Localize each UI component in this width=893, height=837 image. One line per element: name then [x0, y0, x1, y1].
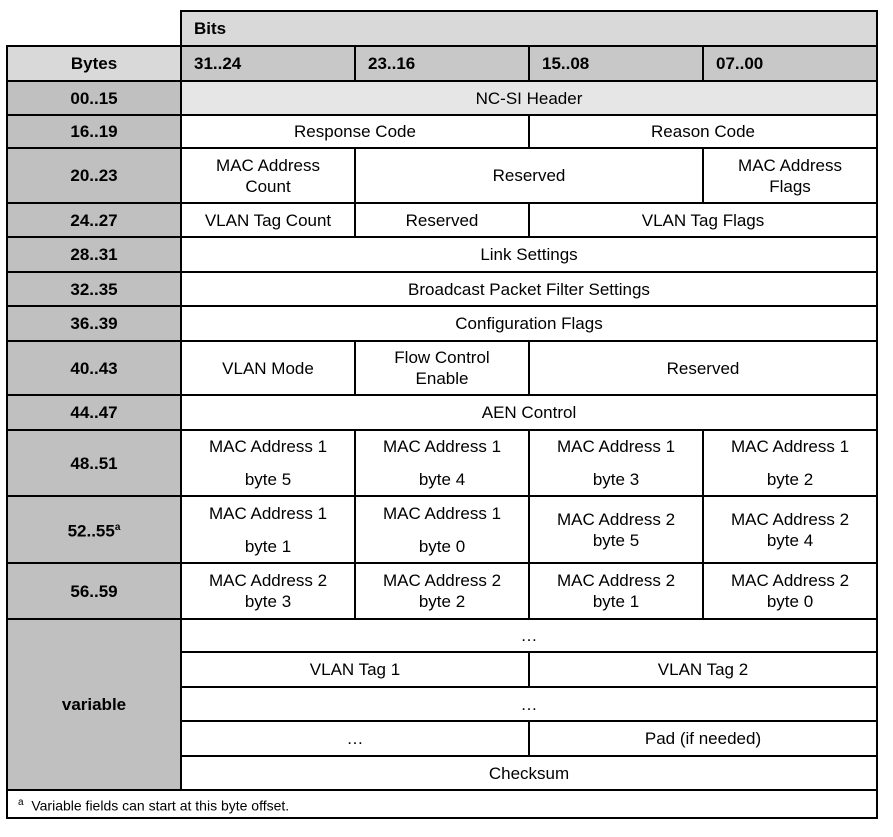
cell-line: MAC Address 1	[730, 437, 850, 456]
cell-line: MAC Address 2	[208, 571, 328, 590]
reserved-cell: Reserved	[529, 341, 877, 395]
mac-byte-cell	[181, 496, 355, 563]
cell-line: MAC Address 1	[208, 503, 328, 523]
ncsi-header-cell: NC-SI Header	[181, 81, 877, 115]
bytes-header: Bytes	[7, 46, 181, 81]
byte-offset	[7, 496, 181, 563]
cell-line: byte 5	[244, 470, 292, 489]
vlan-tag-1-cell: VLAN Tag 1	[181, 652, 529, 687]
cell-line: byte 4	[418, 470, 466, 489]
cell-line: MAC Address 2	[730, 571, 850, 590]
bit-col-15-08: 15..08	[529, 46, 703, 81]
link-settings-cell: Link Settings	[181, 237, 877, 272]
cell-line: MAC Address	[216, 155, 320, 175]
ellipsis-cell: …	[181, 687, 877, 721]
ellipsis-cell: …	[181, 721, 529, 756]
cell-line: MAC Address 1	[382, 503, 502, 523]
byte-offset: 32..35	[7, 272, 181, 306]
mac-byte-cell	[703, 496, 877, 563]
cell-line: byte 3	[244, 592, 292, 611]
bit-col-23-16: 23..16	[355, 46, 529, 81]
cell-line: MAC Address 2	[730, 509, 850, 529]
aen-control-cell: AEN Control	[181, 395, 877, 430]
configuration-flags-cell: Configuration Flags	[181, 306, 877, 341]
byte-offset: 20..23	[7, 148, 181, 203]
table	[6, 10, 878, 819]
ellipsis-cell: …	[181, 619, 877, 652]
bits-header: Bits	[181, 11, 877, 46]
mac-address-flags-cell	[703, 148, 877, 203]
vlan-tag-2-cell: VLAN Tag 2	[529, 652, 877, 687]
byte-offset: 36..39	[7, 306, 181, 341]
mac-byte-cell	[529, 563, 703, 619]
corner-cell	[7, 11, 181, 46]
vlan-tag-count-cell: VLAN Tag Count	[181, 203, 355, 237]
cell-line: byte 0	[766, 592, 814, 611]
cell-line: MAC Address 1	[556, 437, 676, 456]
mac-byte-cell	[529, 430, 703, 496]
reserved-cell: Reserved	[355, 148, 703, 203]
byte-offset-text: 52..55	[67, 521, 115, 541]
bit-col-31-24: 31..24	[181, 46, 355, 81]
cell-line: Enable	[415, 369, 469, 388]
cell-line: Count	[245, 176, 291, 196]
response-code-cell: Response Code	[181, 115, 529, 148]
bit-col-07-00: 07..00	[703, 46, 877, 81]
mac-byte-cell	[355, 430, 529, 496]
footnote-text: Variable fields can start at this byte offset.	[31, 797, 290, 814]
cell-line: byte 1	[244, 536, 292, 556]
byte-offset: 40..43	[7, 341, 181, 395]
cell-line: byte 1	[592, 592, 640, 611]
byte-offset: 28..31	[7, 237, 181, 272]
pad-cell: Pad (if needed)	[529, 721, 877, 756]
cell-line: MAC Address 2	[382, 571, 502, 590]
footnote-marker: a	[114, 522, 121, 534]
vlan-tag-flags-cell: VLAN Tag Flags	[529, 203, 877, 237]
mac-byte-cell	[355, 496, 529, 563]
byte-offset: 16..19	[7, 115, 181, 148]
cell-line: MAC Address 2	[556, 571, 676, 590]
byte-offset: 24..27	[7, 203, 181, 237]
byte-offset: variable	[7, 619, 181, 790]
byte-offset: 00..15	[7, 81, 181, 115]
cell-line: Flow Control	[394, 348, 490, 367]
cell-line: byte 5	[592, 530, 640, 550]
cell-line: MAC Address 2	[556, 509, 676, 529]
mac-byte-cell	[355, 563, 529, 619]
cell-line: MAC Address 1	[382, 437, 502, 456]
mac-address-count-cell	[181, 148, 355, 203]
cell-line: MAC Address	[738, 155, 842, 175]
broadcast-filter-cell: Broadcast Packet Filter Settings	[181, 272, 877, 306]
vlan-mode-cell: VLAN Mode	[181, 341, 355, 395]
response-format-table	[6, 10, 878, 819]
mac-byte-cell	[703, 430, 877, 496]
cell-line: byte 4	[766, 530, 814, 550]
byte-offset: 44..47	[7, 395, 181, 430]
reason-code-cell: Reason Code	[529, 115, 877, 148]
mac-byte-cell	[181, 563, 355, 619]
reserved-cell: Reserved	[355, 203, 529, 237]
cell-line: byte 0	[418, 536, 466, 556]
mac-byte-cell	[181, 430, 355, 496]
mac-byte-cell	[529, 496, 703, 563]
cell-line: byte 3	[592, 470, 640, 489]
cell-line: Flags	[769, 176, 811, 196]
checksum-cell: Checksum	[181, 756, 877, 790]
byte-offset: 48..51	[7, 430, 181, 496]
footnote-marker: a	[18, 796, 24, 808]
mac-byte-cell	[703, 563, 877, 619]
cell-line: byte 2	[766, 470, 814, 489]
cell-line: byte 2	[418, 592, 466, 611]
byte-offset: 56..59	[7, 563, 181, 619]
footnote	[7, 790, 877, 818]
cell-line: MAC Address 1	[208, 437, 328, 456]
flow-control-enable-cell	[355, 341, 529, 395]
